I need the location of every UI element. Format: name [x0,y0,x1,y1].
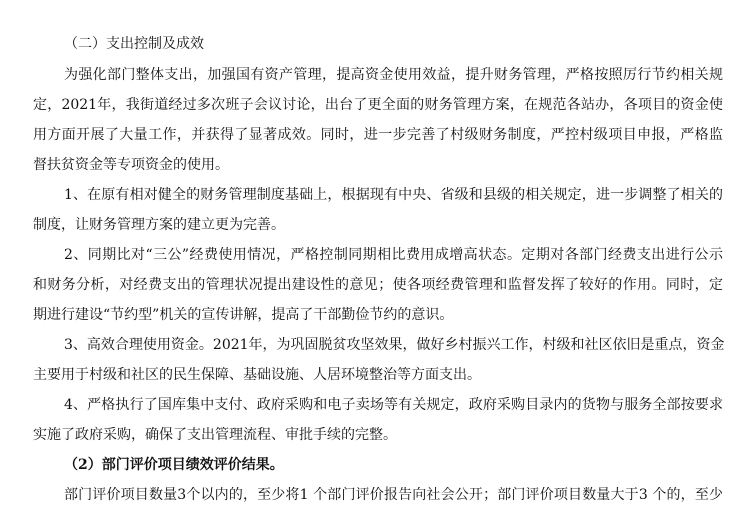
paragraph-line: 定，2021年，我街道经过多次班子会议讨论，出台了更全面的财务管理方案，在规范各站办，各项目的资金使 [33,97,723,113]
paragraph-line: 主要用于村级和社区的民生保障、基础设施、人居环境整治等方面支出。 [33,367,481,383]
paragraph-line: 3、高效合理使用资金。2021年，为巩固脱贫攻坚效果，做好乡村振兴工作，村级和社区依旧是重点，资金 [64,337,725,353]
paragraph-line: 督扶贫资金等专项资金的使用。 [33,157,229,173]
paragraph-line: 用方面开展了大量工作，并获得了显著成效。同时，进一步完善了村级财务制度，严控村级项目申报，严格监 [33,127,723,143]
paragraph-line: 部门评价项目数量3个以内的，至少将1 个部门评价报告向社会公开；部门评价项目数量大于3 个的，至少 [64,487,723,503]
paragraph-line: 为强化部门整体支出，加强国有资产管理，提高资金使用效益，提升财务管理，严格按照厉行节约相关规 [64,67,723,83]
paragraph-line: 制度，让财务管理方案的建立更为完善。 [33,217,285,233]
subheading: （2）部门评价项目绩效评价结果。 [64,457,284,473]
paragraph-line: 和财务分析，对经费支出的管理状况提出建设性的意见；使各项经费管理和监督发挥了较好的作用。同时，定 [33,277,723,293]
paragraph-line: 2、同期比对“三公”经费使用情况，严格控制同期相比费用成增高状态。定期对各部门经费支出进行公示 [64,247,723,263]
section-heading: （二）支出控制及成效 [64,36,204,52]
paragraph-line: 4、严格执行了国库集中支付、政府采购和电子卖场等有关规定，政府采购目录内的货物与服务全部按要求 [64,397,723,413]
paragraph-line: 期进行建设“节约型”机关的宣传讲解，提高了干部勤俭节约的意识。 [33,307,454,323]
paragraph-line: 1、在原有相对健全的财务管理制度基础上，根据现有中央、省级和县级的相关规定，进一步调整了相关的 [64,187,723,203]
paragraph-line: 实施了政府采购，确保了支出管理流程、审批手续的完整。 [33,427,397,443]
